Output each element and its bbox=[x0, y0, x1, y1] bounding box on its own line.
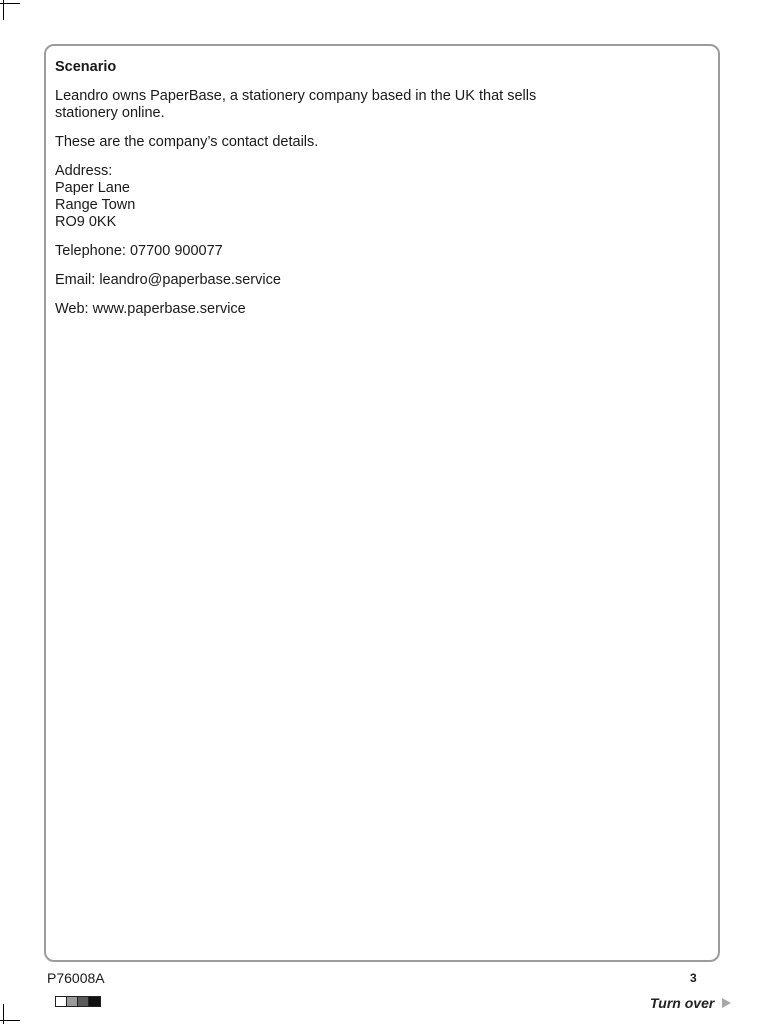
crop-mark-top-left-v bbox=[3, 0, 4, 20]
paper-code: P76008A bbox=[47, 970, 105, 986]
scenario-heading: Scenario bbox=[55, 59, 117, 75]
web-line: Web: www.paperbase.service bbox=[55, 301, 246, 317]
crop-mark-bottom-left-v bbox=[3, 1004, 4, 1024]
swatch-dark-gray bbox=[78, 997, 89, 1006]
address-label: Address: bbox=[55, 163, 113, 179]
address-line-2: Range Town bbox=[55, 197, 136, 213]
address-line-3: RO9 0KK bbox=[55, 214, 117, 230]
email-line: Email: leandro@paperbase.service bbox=[55, 272, 281, 288]
contact-intro: These are the company’s contact details. bbox=[55, 134, 319, 150]
scenario-intro bbox=[55, 88, 615, 122]
swatch-black bbox=[89, 997, 100, 1006]
swatch-white bbox=[56, 997, 67, 1006]
address-line-1: Paper Lane bbox=[55, 180, 130, 196]
page-number: 3 bbox=[690, 971, 697, 985]
turn-over-label: Turn over bbox=[650, 995, 715, 1011]
color-swatch-strip bbox=[55, 996, 101, 1007]
scenario-section bbox=[55, 59, 615, 330]
arrow-right-icon bbox=[722, 998, 731, 1008]
intro-line-1: Leandro owns PaperBase, a stationery company based in the UK that sells bbox=[55, 88, 537, 104]
swatch-light-gray bbox=[67, 997, 78, 1006]
telephone-line: Telephone: 07700 900077 bbox=[55, 243, 223, 259]
address-block bbox=[55, 163, 615, 231]
intro-line-2: stationery online. bbox=[55, 105, 165, 121]
